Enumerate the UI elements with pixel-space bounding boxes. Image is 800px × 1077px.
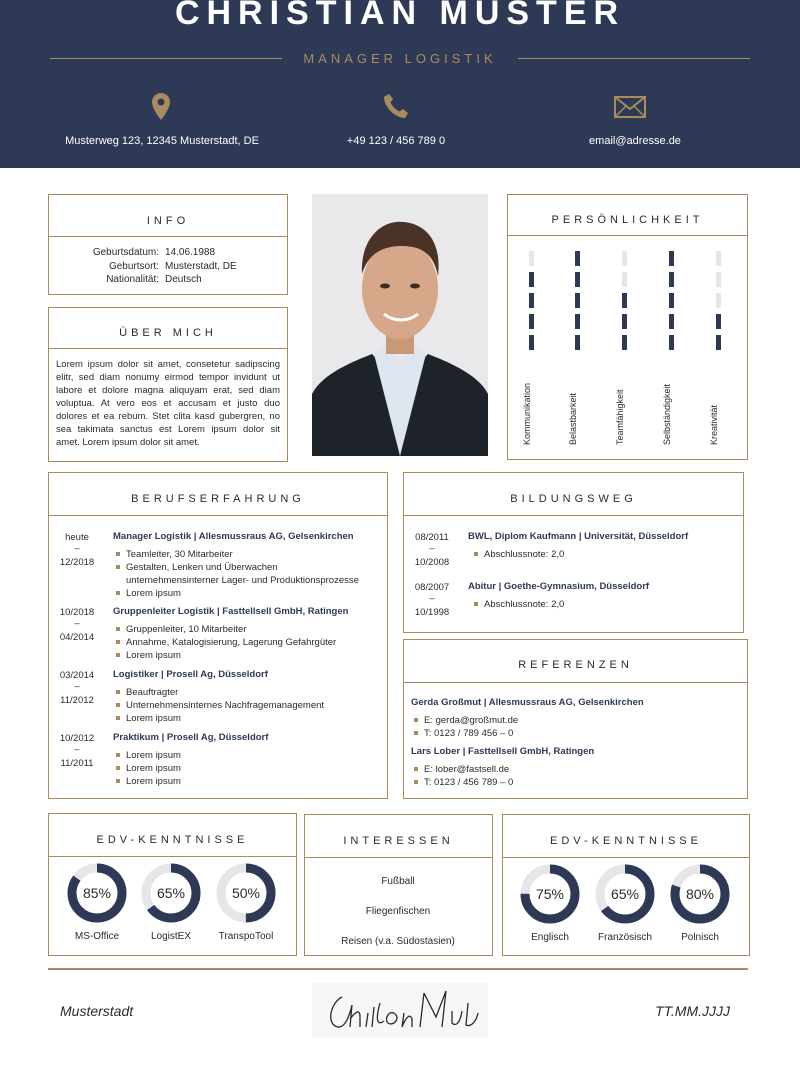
job-entry-title: Logistiker | Prosell Ag, Düsseldorf	[113, 669, 268, 680]
skill-percent: 65%	[610, 886, 640, 902]
interests-panel	[304, 814, 493, 956]
date-to: 12/2018	[59, 557, 95, 568]
bullet-marker	[116, 779, 120, 783]
date-from: 03/2014	[59, 670, 95, 681]
job-bullet: Unternehmensinternes Nachfragemanagement	[126, 700, 325, 711]
footer-date: TT.MM.JJJJ	[655, 1003, 730, 1019]
personality-level-bar	[575, 272, 580, 287]
date-from: 08/2007	[414, 582, 450, 593]
personality-level-bar	[716, 314, 721, 329]
it-skills-panel	[48, 813, 297, 956]
phone-text: +49 123 / 456 789 0	[346, 135, 446, 147]
experience-heading: BERUFSERFAHRUNG	[49, 473, 387, 516]
info-value: 14.06.1988	[165, 247, 216, 258]
about-heading: ÜBER MICH	[49, 308, 287, 349]
date-separator: –	[74, 744, 80, 755]
interest-item: Fußball	[381, 876, 415, 887]
education-entry-title: Abitur | Goethe-Gymnasium, Düsseldorf	[468, 581, 650, 592]
personality-trait-label: Belastbarkeit	[568, 392, 578, 445]
reference-email: E: lober@fastsell.de	[424, 764, 510, 775]
personality-trait-label: Kreativität	[709, 404, 719, 445]
education-heading: BILDUNGSWEG	[404, 473, 743, 516]
personality-trait-label: Teamfähigkeit	[615, 389, 625, 445]
skill-label: Englisch	[531, 932, 569, 943]
job-bullet: Beauftragter	[126, 687, 179, 698]
info-label: Geburtsort:	[108, 261, 159, 272]
job-bullet: Lorem ipsum	[126, 588, 181, 599]
signature	[312, 983, 488, 1037]
personality-heading: PERSÖNLICHKEIT	[508, 195, 747, 236]
bullet-marker	[116, 716, 120, 720]
profile-photo	[312, 194, 488, 456]
personality-level-bar	[669, 314, 674, 329]
bullet-marker	[116, 552, 120, 556]
skill-percent: 50%	[231, 885, 261, 901]
date-to: 11/2012	[60, 695, 94, 706]
reference-email: E: gerda@großmut.de	[424, 715, 519, 726]
date-from: 08/2011	[415, 532, 449, 543]
about-text: Lorem ipsum dolor sit amet, consetetur sadipscing elitr, sed diam nonumy eirmod tempor invidunt ut labore et dolore magna aliquyam erat, sed diam voluptua. At vero eos et accusam et justo duo dolores et ea rebum. Stet clita kasd gubergren, no sea takimata sanctus est Lorem ipsum dolor sit amet. Lorem ipsum dolor sit amet.	[56, 359, 280, 448]
skill-label: Französisch	[598, 932, 652, 943]
personality-level-bar	[622, 272, 627, 287]
bullet-marker	[414, 767, 418, 771]
personality-level-bar	[622, 314, 627, 329]
date-from: heute	[65, 532, 89, 543]
date-from: 10/2012	[59, 733, 95, 744]
personality-level-bar	[575, 335, 580, 350]
personality-level-bar	[529, 293, 534, 308]
date-to: 10/2008	[414, 557, 450, 568]
skill-percent: 80%	[685, 886, 715, 902]
job-bullet: Lorem ipsum	[126, 763, 181, 774]
personality-level-bar	[669, 272, 674, 287]
personality-level-bar	[669, 293, 674, 308]
personality-level-bar	[529, 335, 534, 350]
bullet-marker	[116, 690, 120, 694]
interest-item: Fliegenfischen	[365, 906, 431, 917]
skill-label: LogistEX	[150, 931, 192, 942]
education-entry-title: BWL, Diplom Kaufmann | Universität, Düsseldorf	[468, 531, 689, 542]
personality-level-bar	[575, 251, 580, 266]
portrait-illustration	[312, 194, 488, 456]
date-from: 10/2018	[59, 607, 95, 618]
references-heading: REFERENZEN	[404, 640, 747, 683]
education-bullet: Abschlussnote: 2,0	[484, 549, 565, 560]
personality-level-bar	[716, 272, 721, 287]
job-bullet: Gestalten, Lenken und Überwachen	[126, 562, 278, 573]
reference-phone: T: 0123 / 456 789 – 0	[424, 777, 514, 788]
bullet-marker	[414, 718, 418, 722]
date-separator: –	[74, 681, 80, 692]
bullet-marker	[414, 731, 418, 735]
job-bullet: Annahme, Katalogisierung, Lagerung Gefahrgüter	[126, 637, 337, 648]
job-bullet: Lorem ipsum	[126, 650, 181, 661]
personality-level-bar	[669, 335, 674, 350]
bullet-marker	[116, 591, 120, 595]
bullet-marker	[116, 703, 120, 707]
date-separator: –	[429, 543, 435, 554]
info-heading: INFO	[49, 195, 287, 237]
bullet-marker	[414, 780, 418, 784]
personality-level-bar	[622, 251, 627, 266]
it-skills-heading: EDV-KENNTNISSE	[49, 814, 296, 857]
job-bullet: Lorem ipsum	[126, 776, 181, 787]
job-bullet-continuation: unternehmensinterner Lager- und Produktionsprozesse	[126, 575, 359, 586]
personality-level-bar	[622, 335, 627, 350]
bullet-marker	[474, 552, 478, 556]
bullet-marker	[116, 753, 120, 757]
interests-heading: INTERESSEN	[305, 815, 492, 858]
personality-level-bar	[622, 293, 627, 308]
job-entry-title: Praktikum | Prosell Ag, Düsseldorf	[113, 732, 269, 743]
info-panel	[48, 194, 288, 295]
phone-icon	[383, 93, 409, 119]
personality-level-bar	[716, 293, 721, 308]
personality-level-bar	[716, 251, 721, 266]
location-pin-icon	[152, 93, 170, 120]
skill-percent: 75%	[535, 886, 565, 902]
date-separator: –	[74, 543, 80, 554]
date-separator: –	[74, 618, 80, 629]
bullet-marker	[116, 627, 120, 631]
interest-item: Reisen (v.a. Südostasien)	[341, 936, 455, 947]
date-to: 04/2014	[59, 632, 95, 643]
skill-percent: 85%	[82, 885, 112, 901]
reference-name: Lars Lober | Fasttellsell GmbH, Ratingen	[411, 746, 595, 757]
job-bullet: Teamleiter, 30 Mitarbeiter	[126, 549, 233, 560]
bullet-marker	[116, 766, 120, 770]
about-panel	[48, 307, 288, 462]
references-panel	[403, 639, 748, 799]
address-text: Musterweg 123, 12345 Musterstadt, DE	[65, 135, 259, 147]
job-bullet: Lorem ipsum	[126, 750, 181, 761]
job-entry-title: Manager Logistik | Allesmussraus AG, Gelsenkirchen	[113, 531, 354, 542]
personality-level-bar	[529, 314, 534, 329]
job-bullet: Lorem ipsum	[126, 713, 181, 724]
personality-level-bar	[575, 293, 580, 308]
bullet-marker	[116, 640, 120, 644]
personality-level-bar	[529, 272, 534, 287]
personality-level-bar	[575, 314, 580, 329]
footer-city: Musterstadt	[60, 1003, 134, 1019]
applicant-name: CHRISTIAN MUSTER	[174, 0, 626, 32]
reference-phone: T: 0123 / 789 456 – 0	[424, 728, 514, 739]
skill-label: Polnisch	[681, 932, 719, 943]
job-entry-title: Gruppenleiter Logistik | Fasttellsell GmbH, Ratingen	[113, 606, 349, 617]
date-to: 10/1998	[414, 607, 450, 618]
personality-level-bar	[669, 251, 674, 266]
personality-trait-label: Selbständigkeit	[662, 383, 672, 445]
education-bullet: Abschlussnote: 2,0	[484, 599, 565, 610]
info-value: Musterstadt, DE	[165, 261, 237, 272]
personality-level-bar	[529, 251, 534, 266]
language-skills-heading: EDV-KENNTNISSE	[503, 815, 749, 858]
header-banner	[0, 0, 800, 168]
reference-name: Gerda Großmut | Allesmussraus AG, Gelsenkirchen	[411, 697, 644, 708]
envelope-icon	[614, 96, 646, 118]
personality-trait-label: Kommunikation	[522, 382, 532, 445]
bullet-marker	[116, 653, 120, 657]
info-value: Deutsch	[165, 274, 202, 285]
language-skills-panel	[502, 814, 750, 956]
bullet-marker	[474, 602, 478, 606]
skill-percent: 65%	[156, 885, 186, 901]
skill-label: TranspoTool	[218, 931, 274, 942]
job-title: MANAGER LOGISTIK	[303, 51, 497, 66]
skill-label: MS-Office	[74, 931, 120, 942]
personality-panel	[507, 194, 748, 460]
job-bullet: Gruppenleiter, 10 Mitarbeiter	[126, 624, 247, 635]
email-text: email@adresse.de	[589, 135, 681, 147]
personality-level-bar	[716, 335, 721, 350]
info-label: Geburtsdatum:	[92, 247, 159, 258]
footer-divider	[48, 968, 748, 970]
signature-scribble	[312, 983, 488, 1037]
bullet-marker	[116, 565, 120, 569]
date-to: 11/2011	[60, 758, 94, 769]
education-panel	[403, 472, 744, 633]
info-label: Nationalität:	[106, 274, 159, 285]
date-separator: –	[429, 593, 435, 604]
experience-panel	[48, 472, 388, 799]
